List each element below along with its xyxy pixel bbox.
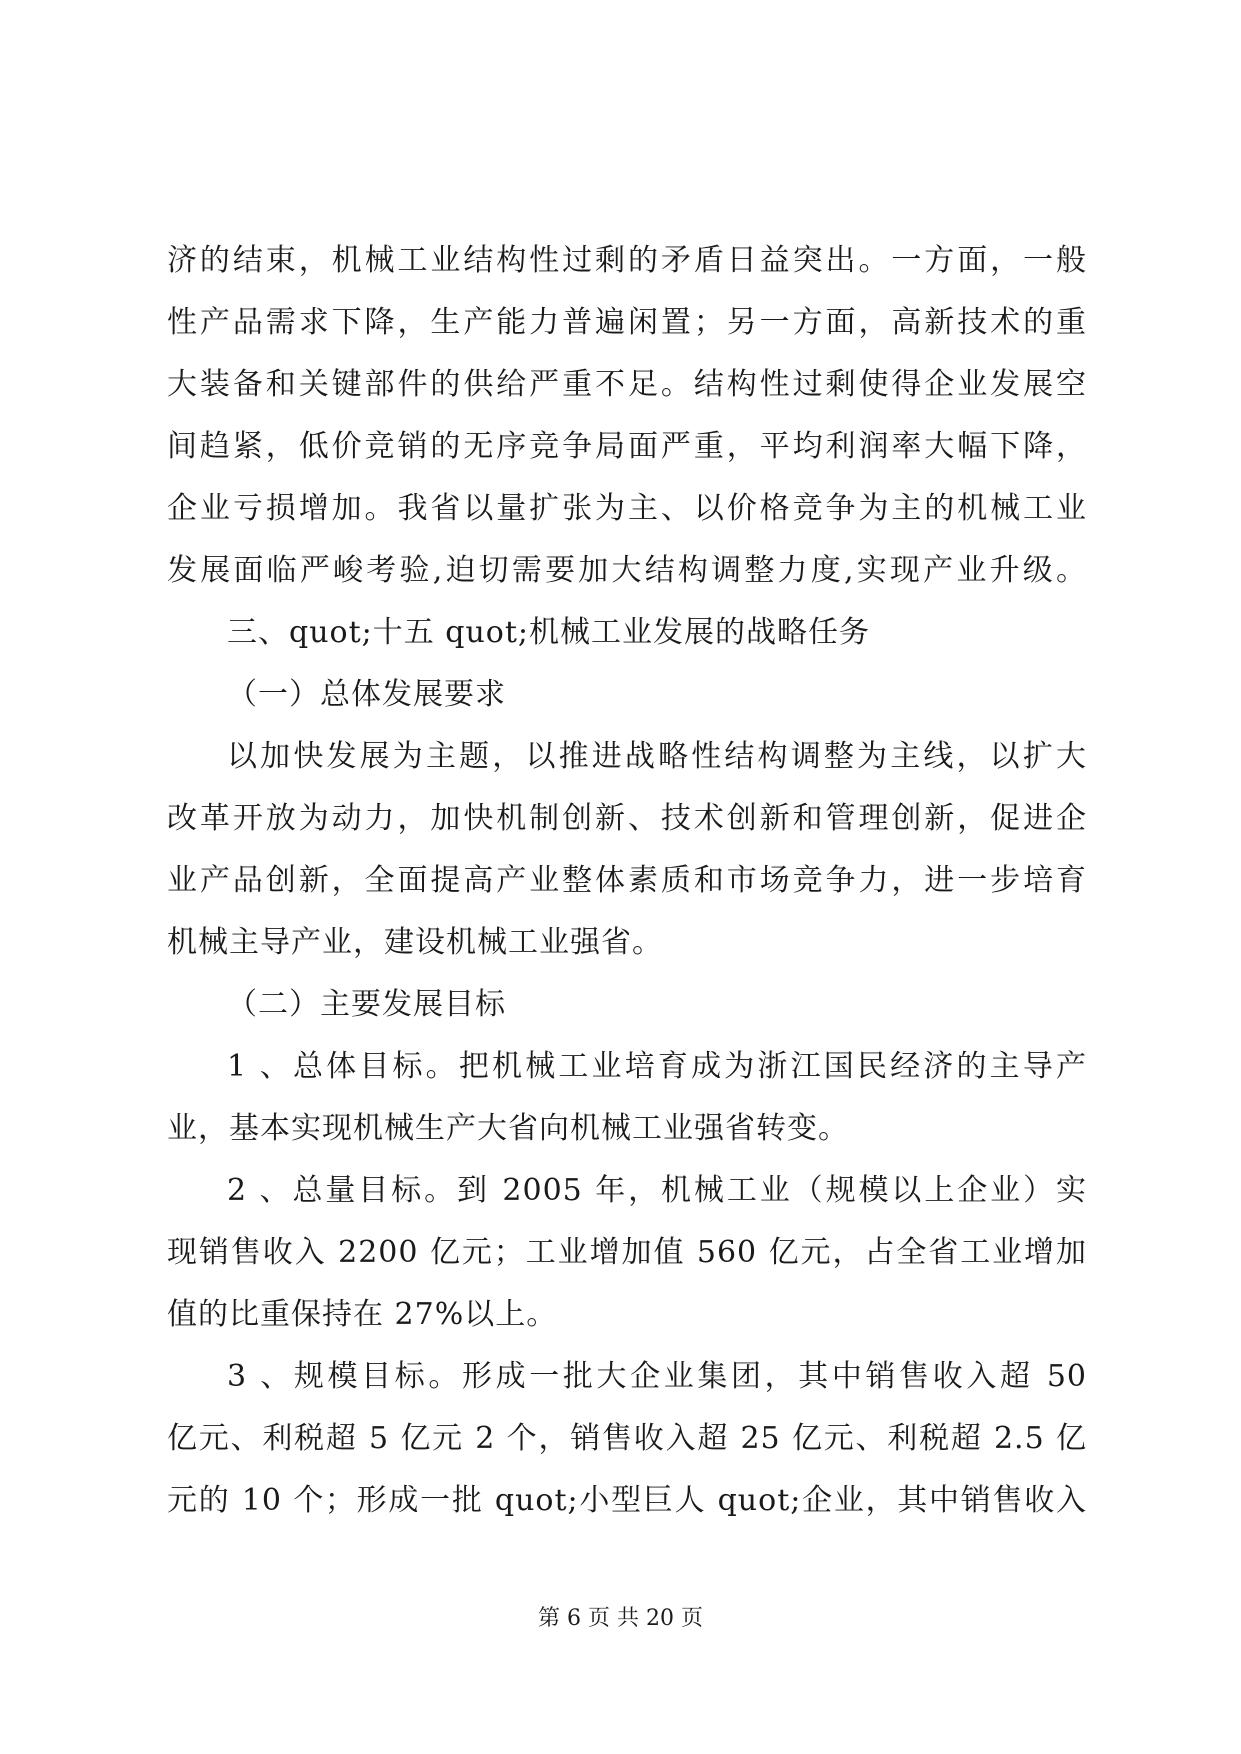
text-line: 元的 10 个；形成一批 quot;小型巨人 quot;企业，其中销售收入 xyxy=(167,1483,1087,1518)
text-line: 业，基本实现机械生产大省向机械工业强省转变。 xyxy=(167,1111,849,1146)
page-number-footer: 第 6 页 共 20 页 xyxy=(538,1606,703,1631)
text-line: 大装备和关键部件的供给严重不足。结构性过剩使得企业发展空 xyxy=(167,367,1087,402)
document-body xyxy=(167,230,1087,1532)
subsection-heading: （二）主要发展目标 xyxy=(227,987,506,1022)
text-line: 机械主导产业，建设机械工业强省。 xyxy=(167,925,663,960)
text-line: 发展面临严峻考验,迫切需要加大结构调整力度,实现产业升级。 xyxy=(167,553,1087,588)
text-line: 3 、规模目标。形成一批大企业集团，其中销售收入超 50 xyxy=(227,1359,1087,1394)
text-line: 2 、总量目标。到 2005 年，机械工业（规模以上企业）实 xyxy=(227,1173,1087,1208)
text-line: 企业亏损增加。我省以量扩张为主、以价格竞争为主的机械工业 xyxy=(167,491,1087,526)
text-line: 间趋紧，低价竞销的无序竞争局面严重，平均利润率大幅下降， xyxy=(167,429,1087,464)
text-line: 济的结束，机械工业结构性过剩的矛盾日益突出。一方面，一般 xyxy=(167,243,1087,278)
text-line: 现销售收入 2200 亿元；工业增加值 560 亿元，占全省工业增加 xyxy=(167,1235,1087,1270)
text-line: 1 、总体目标。把机械工业培育成为浙江国民经济的主导产 xyxy=(227,1049,1087,1084)
section-heading: 三、quot;十五 quot;机械工业发展的战略任务 xyxy=(227,615,871,650)
text-line: 亿元、利税超 5 亿元 2 个，销售收入超 25 亿元、利税超 2.5 亿 xyxy=(167,1421,1087,1456)
text-line: 业产品创新，全面提高产业整体素质和市场竞争力，进一步培育 xyxy=(167,863,1087,898)
text-line: 值的比重保持在 27%以上。 xyxy=(167,1297,558,1332)
text-line: 改革开放为动力，加快机制创新、技术创新和管理创新，促进企 xyxy=(167,801,1087,836)
text-line: 性产品需求下降，生产能力普遍闲置；另一方面，高新技术的重 xyxy=(167,305,1087,340)
text-line: 以加快发展为主题，以推进战略性结构调整为主线，以扩大 xyxy=(227,739,1087,774)
subsection-heading: （一）总体发展要求 xyxy=(227,677,506,712)
